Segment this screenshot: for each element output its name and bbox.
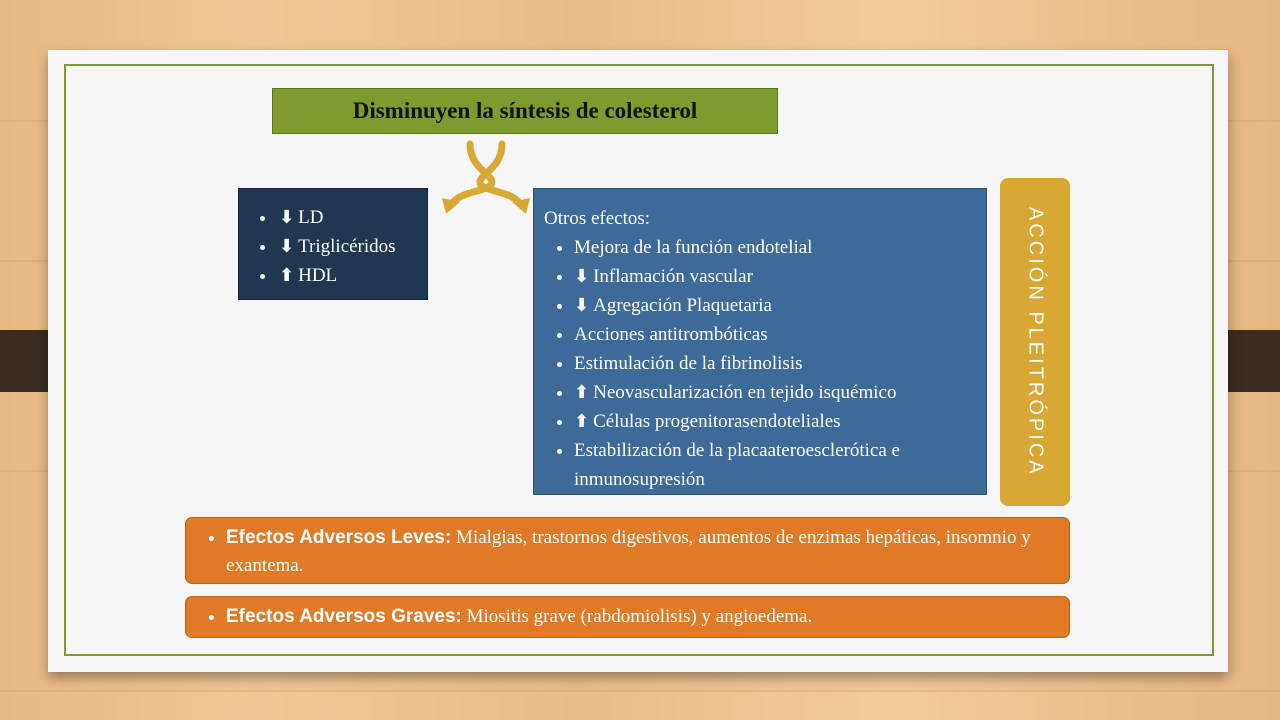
arrow-down-icon: ⬇ xyxy=(574,266,590,287)
lipid-effects-box xyxy=(238,188,428,300)
list-item: • ⬇ LD xyxy=(277,203,427,232)
list-item: • Acciones antitrombóticas xyxy=(574,320,976,349)
arrow-down-icon: ⬇ xyxy=(279,236,295,257)
arrow-down-icon: ⬇ xyxy=(574,295,590,316)
list-item: • ⬆ Células progenitorasendoteliales xyxy=(574,407,976,436)
list-item: • Mejora de la función endotelial xyxy=(574,233,976,262)
list-item: • ⬇ Triglicéridos xyxy=(277,232,427,261)
arrow-up-icon: ⬆ xyxy=(279,265,295,286)
list-item: • ⬇ Inflamación vascular xyxy=(574,262,976,291)
split-arrow-icon xyxy=(430,138,550,216)
arrow-up-icon: ⬆ xyxy=(574,411,590,432)
list-item: • Efectos Adversos Leves: Mialgias, trastornos digestivos, aumentos de enzimas hepáticas, insomnio y exantema. xyxy=(226,524,1055,580)
list-item: • Estimulación de la fibrinolisis xyxy=(574,349,976,378)
mild-adverse-effects-box xyxy=(185,517,1070,584)
severe-adverse-effects-box xyxy=(185,596,1070,638)
list-item: • ⬆ HDL xyxy=(277,261,427,290)
list-item: • Efectos Adversos Graves: Miositis grave (rabdomiolisis) y angioedema. xyxy=(226,603,812,631)
other-effects-heading: Otros efectos: xyxy=(544,208,651,229)
list-item: • ⬇ Agregación Plaquetaria xyxy=(574,291,976,320)
list-item: • Estabilización de la placaateroesclerótica e inmunosupresión xyxy=(574,436,976,494)
pleiotropic-action-label: ACCIÓN PLEITRÓPICA xyxy=(1000,178,1070,506)
list-item: • ⬆ Neovascularización en tejido isquémico xyxy=(574,378,976,407)
arrow-up-icon: ⬆ xyxy=(574,382,590,403)
slide-title: Disminuyen la síntesis de colesterol xyxy=(272,88,778,134)
other-effects-box xyxy=(533,188,987,495)
severe-adverse-label: Efectos Adversos Graves: xyxy=(226,606,462,627)
mild-adverse-label: Efectos Adversos Leves: xyxy=(226,527,452,548)
arrow-down-icon: ⬇ xyxy=(279,207,295,228)
